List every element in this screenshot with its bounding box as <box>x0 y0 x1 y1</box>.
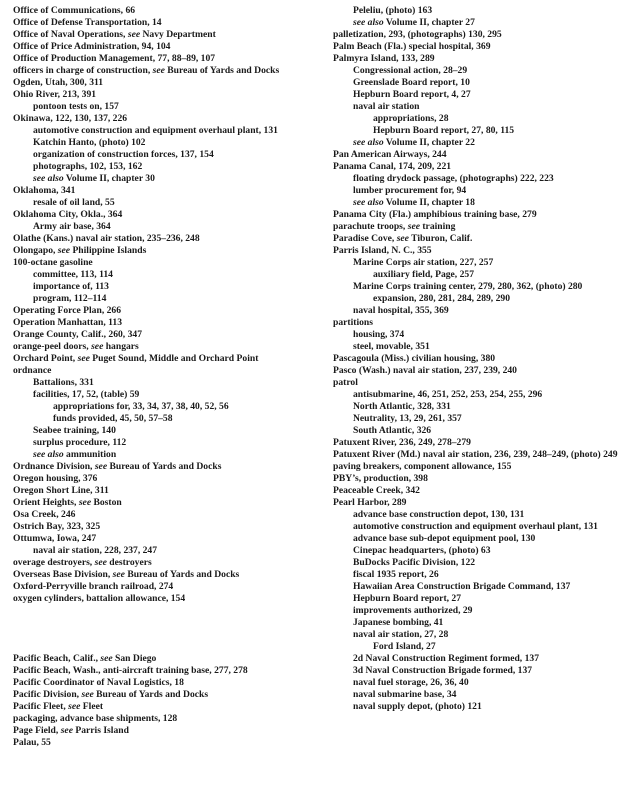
index-entry-text: Oregon Short Line, 311 <box>13 485 109 496</box>
index-entry <box>13 245 333 257</box>
index-subentry <box>333 197 633 209</box>
index-entry-text: antisubmarine, 46, 251, 252, 253, 254, 255, 296 <box>353 389 543 400</box>
index-entry-text: Office of Communications, 66 <box>13 5 136 16</box>
index-entry-text: naval hospital, 355, 369 <box>353 305 449 316</box>
index-entry-text: floating drydock passage, (photographs) 222, 223 <box>353 173 554 184</box>
cross-reference-term: see also <box>353 17 384 28</box>
index-entry-text: Bureau of Yards and Docks <box>164 65 280 76</box>
index-entry-text: overage destroyers, <box>13 557 95 568</box>
index-subentry <box>333 17 633 29</box>
index-entry-text: advance base construction depot, 130, 131 <box>353 509 525 520</box>
index-entry-text: South Atlantic, 326 <box>353 425 432 436</box>
index-entry <box>13 329 333 341</box>
index-entry-text: advance base sub-depot equipment pool, 130 <box>353 533 536 544</box>
index-entry-text: program, 112–114 <box>33 293 107 304</box>
cross-reference-term: see <box>100 653 113 664</box>
index-entry-text: naval air station <box>353 101 420 112</box>
index-subentry <box>333 77 633 89</box>
cross-reference-term: see <box>94 461 108 472</box>
index-subentry <box>13 425 333 437</box>
index-entry-text: orange-peel doors, <box>13 341 92 352</box>
index-entry-text: Palmyra Island, 133, 289 <box>333 53 435 64</box>
index-entry <box>333 149 633 161</box>
index-entry-text: Ottumwa, Iowa, 247 <box>13 533 97 544</box>
index-entry-text: Volume II, chapter 22 <box>383 137 475 148</box>
index-subentry <box>13 281 333 293</box>
index-entry-text: Office of Naval Operations, <box>13 29 128 40</box>
index-entry <box>13 5 333 17</box>
index-entry-text: oxygen cylinders, battalion allowance, 154 <box>13 593 186 604</box>
index-entry-text: naval fuel storage, 26, 36, 40 <box>353 677 469 688</box>
index-entry-text: naval air station, 228, 237, 247 <box>33 545 158 556</box>
index-subentry <box>13 437 333 449</box>
index-subentry <box>333 101 633 113</box>
index-subentry <box>333 125 633 137</box>
index-subentry <box>333 257 633 269</box>
index-column-left <box>13 5 333 749</box>
index-entry <box>13 17 333 29</box>
index-entry-text: Pasco (Wash.) naval air station, 237, 239, 240 <box>333 365 517 376</box>
index-entry-text: hangars <box>103 341 139 352</box>
index-entry <box>13 353 333 365</box>
index-entry <box>333 437 633 449</box>
index-entry <box>13 305 333 317</box>
index-entry-text: Pacific Coordinator of Naval Logistics, 18 <box>13 677 184 688</box>
index-subentry <box>333 281 633 293</box>
index-entry-text: Cinepac headquarters, (photo) 63 <box>353 545 491 556</box>
index-entry-text: BuDocks Pacific Division, 122 <box>353 557 476 568</box>
index-entry-text: Bureau of Yards and Docks <box>107 461 222 472</box>
index-entry-text: Philippine Islands <box>70 245 147 256</box>
index-entry-text: Hepburn Board report, 27 <box>353 593 462 604</box>
index-subentry <box>333 389 633 401</box>
index-subentry <box>13 293 333 305</box>
index-entry-text: Volume II, chapter 27 <box>383 17 475 28</box>
index-entry-text: Peleliu, (photo) 163 <box>353 5 433 16</box>
index-entry <box>13 725 333 737</box>
index-entry-text: surplus procedure, 112 <box>33 437 127 448</box>
index-entry-text: improvements authorized, 29 <box>353 605 473 616</box>
index-subentry <box>13 125 333 137</box>
index-entry <box>13 569 333 581</box>
index-entry-text: naval air station, 27, 28 <box>353 629 449 640</box>
cross-reference-term: see also <box>353 197 384 208</box>
index-entry-text: Marine Corps air station, 227, 257 <box>353 257 494 268</box>
index-entry-text: Office of Production Management, 77, 88–89, 107 <box>13 53 216 64</box>
index-entry-text: funds provided, 45, 50, 57–58 <box>53 413 173 424</box>
index-entry-text: parachute troops, <box>333 221 408 232</box>
index-entry-text: automotive construction and equipment overhaul plant, 131 <box>33 125 278 136</box>
index-subentry <box>333 329 633 341</box>
index-entry-text: partitions <box>333 317 373 328</box>
index-entry-text: Parris Island <box>72 725 129 736</box>
index-entry-text: Operation Manhattan, 113 <box>13 317 123 328</box>
index-entry-text: Okinawa, 122, 130, 137, 226 <box>13 113 128 124</box>
index-subentry <box>13 197 333 209</box>
index-entry <box>13 509 333 521</box>
index-entry <box>13 257 333 269</box>
index-entry-text: Pacific Fleet, <box>13 701 69 712</box>
index-subentry <box>13 101 333 113</box>
index-entry-text: Orchard Point, <box>13 353 78 364</box>
cross-reference-term: see <box>77 353 90 364</box>
index-entry-text: automotive construction and equipment overhaul plant, 131 <box>353 521 598 532</box>
cross-reference-term: see <box>60 725 73 736</box>
index-entry-text: photographs, 102, 153, 162 <box>33 161 143 172</box>
section-gap <box>13 605 333 653</box>
index-entry-text: Volume II, chapter 30 <box>63 173 155 184</box>
index-entry-text: 3d Naval Construction Brigade formed, 137 <box>353 665 533 676</box>
index-entry <box>13 29 333 41</box>
index-entry-text: steel, movable, 351 <box>353 341 430 352</box>
index-entry <box>333 161 633 173</box>
index-subentry <box>333 557 633 569</box>
index-entry <box>13 473 333 485</box>
index-entry-text: 100-octane gasoline <box>13 257 93 268</box>
index-entry-text: palletization, 293, (photographs) 130, 295 <box>333 29 502 40</box>
index-entry-text: Neutrality, 13, 29, 261, 357 <box>353 413 462 424</box>
index-entry-text: Panama City (Fla.) amphibious training base, 279 <box>333 209 537 220</box>
cross-reference-term: see <box>81 689 94 700</box>
index-entry-text: Pacific Division, <box>13 689 82 700</box>
index-entry-text: Hepburn Board report, 27, 80, 115 <box>373 125 515 136</box>
cross-reference-term: see <box>152 65 165 76</box>
index-entry <box>13 557 333 569</box>
index-entry-text: Paradise Cove, <box>333 233 397 244</box>
index-subentry <box>13 149 333 161</box>
index-entry-text: Ostrich Bay, 323, 325 <box>13 521 101 532</box>
index-entry <box>13 53 333 65</box>
index-subentry <box>333 677 633 689</box>
index-entry-text: Tiburon, Calif. <box>408 233 473 244</box>
index-entry-text: Page Field, <box>13 725 61 736</box>
index-entry <box>333 53 633 65</box>
index-subentry <box>333 269 633 281</box>
index-entry <box>13 41 333 53</box>
index-entry <box>13 317 333 329</box>
index-subentry <box>333 533 633 545</box>
index-subentry <box>333 173 633 185</box>
index-subentry <box>13 173 333 185</box>
index-subentry <box>333 137 633 149</box>
index-entry-text: Battalions, 331 <box>33 377 94 388</box>
index-entry <box>333 317 633 329</box>
index-entry <box>13 665 333 677</box>
index-entry-text: Boston <box>91 497 122 508</box>
index-entry-text: Hepburn Board report, 4, 27 <box>353 89 471 100</box>
index-entry-text: facilities, 17, 52, (table) 59 <box>33 389 140 400</box>
index-entry <box>13 65 333 77</box>
cross-reference-term: see <box>112 569 125 580</box>
index-subentry <box>333 689 633 701</box>
index-entry <box>333 461 633 473</box>
index-subentry <box>13 545 333 557</box>
index-entry-text: patrol <box>333 377 358 388</box>
index-entry-text: housing, 374 <box>353 329 405 340</box>
index-subentry <box>333 581 633 593</box>
index-entry <box>333 209 633 221</box>
index-entry <box>333 497 633 509</box>
index-entry <box>13 677 333 689</box>
index-entry <box>333 377 633 389</box>
index-entry <box>333 353 633 365</box>
index-subentry <box>333 425 633 437</box>
index-subentry <box>13 137 333 149</box>
index-entry <box>13 713 333 725</box>
index-subentry <box>13 389 333 401</box>
index-entry <box>333 41 633 53</box>
index-subentry <box>13 221 333 233</box>
index-entry <box>13 497 333 509</box>
index-subentry <box>333 593 633 605</box>
index-entry <box>13 521 333 533</box>
index-subentry <box>13 269 333 281</box>
index-entry-text: Hawaiian Area Construction Brigade Command, 137 <box>353 581 571 592</box>
index-subentry <box>333 617 633 629</box>
index-entry-text: Parris Island, N. C., 355 <box>333 245 432 256</box>
index-entry-text: Bureau of Yards and Docks <box>124 569 240 580</box>
index-entry-text: packaging, advance base shipments, 128 <box>13 713 178 724</box>
index-entry-text: Navy Department <box>140 29 216 40</box>
index-entry-text: Volume II, chapter 18 <box>383 197 475 208</box>
index-entry <box>333 245 633 257</box>
index-entry <box>333 29 633 41</box>
cross-reference-term: see <box>127 29 141 40</box>
index-subentry <box>333 305 633 317</box>
index-entry-text: Orient Heights, <box>13 497 79 508</box>
index-entry-text: Pearl Harbor, 289 <box>333 497 407 508</box>
index-entry <box>333 233 633 245</box>
index-entry-text: Olathe (Kans.) naval air station, 235–236, 248 <box>13 233 200 244</box>
index-entry-text: Pacific Beach, Calif., <box>13 653 101 664</box>
index-entry-text: organization of construction forces, 137, 154 <box>33 149 214 160</box>
index-entry-text: Fleet <box>80 701 104 712</box>
index-entry-text: fiscal 1935 report, 26 <box>353 569 439 580</box>
index-entry-text: Ohio River, 213, 391 <box>13 89 97 100</box>
index-entry-text: Patuxent River (Md.) naval air station, 236, 239, 248–249, (photo) 249 <box>333 449 618 460</box>
index-entry-text: ordnance <box>13 365 52 376</box>
index-entry-text: paving breakers, component allowance, 155 <box>333 461 512 472</box>
index-subentry <box>333 665 633 677</box>
index-entry-text: Puget Sound, Middle and Orchard Point <box>89 353 259 364</box>
index-entry <box>13 737 333 749</box>
index-subentry <box>333 569 633 581</box>
index-entry-text: Ford Island, 27 <box>373 641 436 652</box>
index-entry <box>13 653 333 665</box>
index-entry-text: ammunition <box>63 449 117 460</box>
index-entry <box>333 473 633 485</box>
index-entry-text: naval supply depot, (photo) 121 <box>353 701 482 712</box>
index-subentry <box>333 401 633 413</box>
index-subentry <box>13 161 333 173</box>
index-entry-text: Palm Beach (Fla.) special hospital, 369 <box>333 41 491 52</box>
index-entry-text: destroyers <box>106 557 152 568</box>
index-subentry <box>13 401 333 413</box>
index-subentry <box>333 641 633 653</box>
index-entry-text: pontoon tests on, 157 <box>33 101 119 112</box>
index-entry <box>333 449 633 461</box>
index-entry-text: appropriations for, 33, 34, 37, 38, 40, 52, 56 <box>53 401 229 412</box>
cross-reference-term: see <box>94 557 107 568</box>
index-entry-text: auxiliary field, Page, 257 <box>373 269 474 280</box>
index-subentry <box>333 545 633 557</box>
index-entry-text: Oxford-Perryville branch railroad, 274 <box>13 581 174 592</box>
index-subentry <box>333 113 633 125</box>
cross-reference-term: see <box>91 341 104 352</box>
index-entry-text: Pascagoula (Miss.) civilian housing, 380 <box>333 353 496 364</box>
index-entry-text: Panama Canal, 174, 209, 221 <box>333 161 452 172</box>
index-entry-text: training <box>419 221 456 232</box>
index-entry-text: Oklahoma City, Okla., 364 <box>13 209 123 220</box>
index-entry-text: Osa Creek, 246 <box>13 509 76 520</box>
cross-reference-term: see <box>78 497 92 508</box>
index-subentry <box>333 341 633 353</box>
index-entry-text: naval submarine base, 34 <box>353 689 457 700</box>
cross-reference-term: see also <box>33 449 64 460</box>
index-entry-text: Katchin Hanto, (photo) 102 <box>33 137 146 148</box>
index-entry-text: lumber procurement for, 94 <box>353 185 467 196</box>
index-subentry <box>333 605 633 617</box>
index-subentry <box>333 185 633 197</box>
index-entry-text: resale of oil land, 55 <box>33 197 115 208</box>
index-entry-text: Ordnance Division, <box>13 461 95 472</box>
index-entry-text: Patuxent River, 236, 249, 278–279 <box>333 437 471 448</box>
index-entry <box>13 89 333 101</box>
cross-reference-term: see <box>396 233 409 244</box>
index-subentry <box>333 293 633 305</box>
index-subentry <box>333 509 633 521</box>
index-entry <box>13 77 333 89</box>
index-entry <box>13 689 333 701</box>
index-entry-text: Pan American Airways, 244 <box>333 149 447 160</box>
index-entry <box>13 113 333 125</box>
index-entry-text: Bureau of Yards and Docks <box>93 689 209 700</box>
index-entry-text: Oregon housing, 376 <box>13 473 98 484</box>
index-entry-text: Congressional action, 28–29 <box>353 65 468 76</box>
index-entry-text: Japanese bombing, 41 <box>353 617 444 628</box>
index-entry-text: Operating Force Plan, 266 <box>13 305 122 316</box>
index-entry <box>13 365 333 377</box>
index-subentry <box>333 413 633 425</box>
index-entry-text: importance of, 113 <box>33 281 109 292</box>
index-entry <box>13 533 333 545</box>
cross-reference-term: see <box>407 221 420 232</box>
index-entry-text: San Diego <box>112 653 157 664</box>
index-subentry <box>13 449 333 461</box>
index-entry-text: Ogden, Utah, 300, 311 <box>13 77 104 88</box>
index-entry-text: Palau, 55 <box>13 737 51 748</box>
index-entry <box>13 581 333 593</box>
index-entry-text: appropriations, 28 <box>373 113 449 124</box>
index-entry-text: Pacific Beach, Wash., anti-aircraft training base, 277, 278 <box>13 665 248 676</box>
index-entry <box>13 593 333 605</box>
index-subentry <box>333 521 633 533</box>
index-entry-text: Orange County, Calif., 260, 347 <box>13 329 142 340</box>
index-entry-text: Army air base, 364 <box>33 221 111 232</box>
index-entry <box>13 233 333 245</box>
index-entry-text: Greenslade Board report, 10 <box>353 77 470 88</box>
index-entry-text: Office of Price Administration, 94, 104 <box>13 41 171 52</box>
index-entry-text: Seabee training, 140 <box>33 425 116 436</box>
index-entry-text: Overseas Base Division, <box>13 569 113 580</box>
index-subentry <box>333 5 633 17</box>
index-entry <box>333 221 633 233</box>
index-column-right <box>333 5 633 713</box>
index-entry <box>13 461 333 473</box>
index-entry-text: 2d Naval Construction Regiment formed, 137 <box>353 653 539 664</box>
index-entry <box>13 341 333 353</box>
cross-reference-term: see <box>57 245 71 256</box>
index-entry <box>13 209 333 221</box>
index-entry-text: Marine Corps training center, 279, 280, 362, (photo) 280 <box>353 281 583 292</box>
index-entry <box>13 485 333 497</box>
index-entry-text: Office of Defense Transportation, 14 <box>13 17 162 28</box>
index-entry-text: PBY’s, production, 398 <box>333 473 428 484</box>
cross-reference-term: see also <box>33 173 64 184</box>
index-entry <box>13 185 333 197</box>
index-entry-text: expansion, 280, 281, 284, 289, 290 <box>373 293 510 304</box>
index-entry <box>333 485 633 497</box>
index-entry-text: Olongapo, <box>13 245 58 256</box>
index-entry-text: officers in charge of construction, <box>13 65 153 76</box>
index-subentry <box>333 701 633 713</box>
index-subentry <box>13 413 333 425</box>
index-subentry <box>333 653 633 665</box>
index-subentry <box>13 377 333 389</box>
index-subentry <box>333 65 633 77</box>
cross-reference-term: see also <box>353 137 384 148</box>
index-entry <box>333 365 633 377</box>
index-subentry <box>333 89 633 101</box>
index-entry-text: North Atlantic, 328, 331 <box>353 401 451 412</box>
index-entry-text: committee, 113, 114 <box>33 269 113 280</box>
index-entry <box>13 701 333 713</box>
index-subentry <box>333 629 633 641</box>
cross-reference-term: see <box>68 701 81 712</box>
index-entry-text: Peaceable Creek, 342 <box>333 485 420 496</box>
index-entry-text: Oklahoma, 341 <box>13 185 76 196</box>
